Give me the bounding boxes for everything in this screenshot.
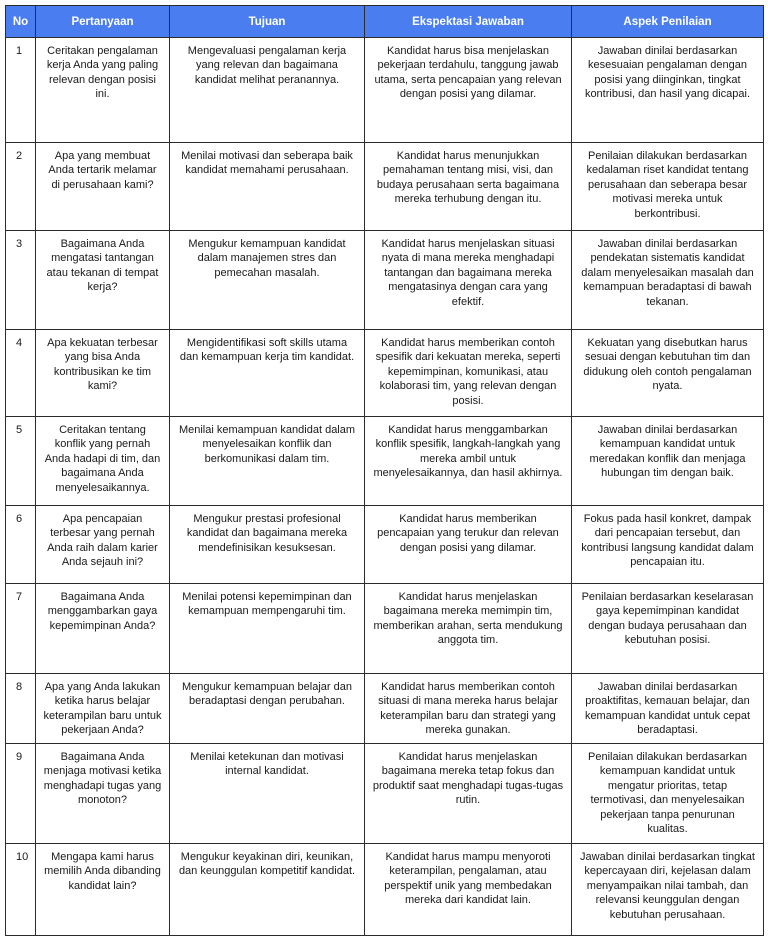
cell-no: 10 [6,844,36,936]
cell-no: 3 [6,231,36,330]
header-no: No [6,6,36,38]
header-pertanyaan: Pertanyaan [36,6,170,38]
table-row [6,744,764,844]
header-aspek-penilaian: Aspek Penilaian [572,6,764,38]
table-row [6,674,764,744]
cell-no: 4 [6,330,36,417]
cell-pertanyaan: Apa kekuatan terbesar yang bisa Anda kontribusikan ke tim kami? [36,330,170,417]
table-body [6,38,764,936]
cell-pertanyaan: Ceritakan tentang konflik yang pernah Anda hadapi di tim, dan bagaimana Anda menyelesaikannya. [36,417,170,506]
cell-tujuan: Menilai potensi kepemimpinan dan kemampuan mempengaruhi tim. [170,584,365,674]
table-row [6,844,764,936]
cell-pertanyaan: Bagaimana Anda menjaga motivasi ketika menghadapi tugas yang monoton? [36,744,170,844]
cell-pertanyaan: Apa pencapaian terbesar yang pernah Anda raih dalam karier Anda sejauh ini? [36,506,170,584]
cell-ekspektasi-jawaban: Kandidat harus menjelaskan situasi nyata di mana mereka menghadapi tantangan dan bagaimana mereka mengatasinya dengan cara yang efektif. [365,231,572,330]
cell-ekspektasi-jawaban: Kandidat harus memberikan contoh spesifik dari kekuatan mereka, seperti kepemimpinan, komunikasi, atau kolaborasi tim, yang relevan dengan posisi. [365,330,572,417]
cell-no: 1 [6,38,36,143]
cell-ekspektasi-jawaban: Kandidat harus menggambarkan konflik spesifik, langkah-langkah yang mereka ambil untuk menyelesaikannya, dan hasil akhirnya. [365,417,572,506]
table-row [6,38,764,143]
table-row [6,231,764,330]
cell-ekspektasi-jawaban: Kandidat harus menjelaskan bagaimana mereka tetap fokus dan produktif saat menghadapi tugas-tugas rutin. [365,744,572,844]
table-row [6,330,764,417]
cell-aspek-penilaian: Jawaban dinilai berdasarkan kesesuaian pengalaman dengan posisi yang diinginkan, tingkat kontribusi, dan hasil yang dicapai. [572,38,764,143]
cell-pertanyaan: Mengapa kami harus memilih Anda dibanding kandidat lain? [36,844,170,936]
cell-aspek-penilaian: Penilaian berdasarkan keselarasan gaya kepemimpinan kandidat dengan budaya perusahaan dan kebutuhan posisi. [572,584,764,674]
cell-aspek-penilaian: Jawaban dinilai berdasarkan kemampuan kandidat untuk meredakan konflik dan menjaga hubungan tim dengan baik. [572,417,764,506]
cell-aspek-penilaian: Penilaian dilakukan berdasarkan kemampuan kandidat untuk mengatur prioritas, tetap termotivasi, dan menyelesaikan pekerjaan tanpa penurunan kualitas. [572,744,764,844]
cell-tujuan: Mengidentifikasi soft skills utama dan kemampuan kerja tim kandidat. [170,330,365,417]
cell-no: 6 [6,506,36,584]
cell-ekspektasi-jawaban: Kandidat harus memberikan pencapaian yang terukur dan relevan dengan posisi yang dilamar. [365,506,572,584]
cell-pertanyaan: Bagaimana Anda mengatasi tantangan atau tekanan di tempat kerja? [36,231,170,330]
cell-ekspektasi-jawaban: Kandidat harus menjelaskan bagaimana mereka memimpin tim, memberikan arahan, serta mendukung anggota tim. [365,584,572,674]
cell-pertanyaan: Ceritakan pengalaman kerja Anda yang paling relevan dengan posisi ini. [36,38,170,143]
cell-aspek-penilaian: Penilaian dilakukan berdasarkan kedalaman riset kandidat tentang perusahaan dan seberapa besar motivasi mereka untuk berkontribusi. [572,143,764,231]
cell-aspek-penilaian: Kekuatan yang disebutkan harus sesuai dengan kebutuhan tim dan didukung oleh contoh pengalaman nyata. [572,330,764,417]
table-row [6,506,764,584]
table-row [6,143,764,231]
header-tujuan: Tujuan [170,6,365,38]
cell-aspek-penilaian: Fokus pada hasil konkret, dampak dari pencapaian tersebut, dan kontribusi langsung kandidat dalam pencapaian itu. [572,506,764,584]
cell-aspek-penilaian: Jawaban dinilai berdasarkan tingkat kepercayaan diri, kejelasan dalam menyampaikan nilai tambah, dan relevansi keunggulan dengan kebutuhan perusahaan. [572,844,764,936]
cell-tujuan: Mengukur kemampuan kandidat dalam manajemen stres dan pemecahan masalah. [170,231,365,330]
cell-no: 7 [6,584,36,674]
cell-pertanyaan: Bagaimana Anda menggambarkan gaya kepemimpinan Anda? [36,584,170,674]
cell-ekspektasi-jawaban: Kandidat harus memberikan contoh situasi di mana mereka harus belajar keterampilan baru dan strategi yang mereka gunakan. [365,674,572,744]
cell-no: 8 [6,674,36,744]
table-row [6,417,764,506]
cell-tujuan: Menilai motivasi dan seberapa baik kandidat memahami perusahaan. [170,143,365,231]
cell-no: 9 [6,744,36,844]
cell-ekspektasi-jawaban: Kandidat harus menunjukkan pemahaman tentang misi, visi, dan budaya perusahaan serta bagaimana mereka terhubung dengan itu. [365,143,572,231]
cell-ekspektasi-jawaban: Kandidat harus mampu menyoroti keterampilan, pengalaman, atau perspektif unik yang membedakan mereka dari kandidat lain. [365,844,572,936]
cell-tujuan: Mengukur kemampuan belajar dan beradaptasi dengan perubahan. [170,674,365,744]
cell-pertanyaan: Apa yang membuat Anda tertarik melamar di perusahaan kami? [36,143,170,231]
cell-aspek-penilaian: Jawaban dinilai berdasarkan pendekatan sistematis kandidat dalam menyelesaikan masalah dan kemampuan beradaptasi di bawah tekanan. [572,231,764,330]
cell-tujuan: Mengukur prestasi profesional kandidat dan bagaimana mereka mendefinisikan kesuksesan. [170,506,365,584]
cell-ekspektasi-jawaban: Kandidat harus bisa menjelaskan pekerjaan terdahulu, tanggung jawab utama, serta pencapaian yang relevan dengan posisi yang dilamar. [365,38,572,143]
interview-questions-table [5,5,764,936]
table-header-row [6,6,764,38]
cell-pertanyaan: Apa yang Anda lakukan ketika harus belajar keterampilan baru untuk pekerjaan Anda? [36,674,170,744]
cell-tujuan: Mengukur keyakinan diri, keunikan, dan keunggulan kompetitif kandidat. [170,844,365,936]
cell-no: 5 [6,417,36,506]
cell-no: 2 [6,143,36,231]
header-ekspektasi-jawaban: Ekspektasi Jawaban [365,6,572,38]
table-row [6,584,764,674]
cell-tujuan: Menilai ketekunan dan motivasi internal kandidat. [170,744,365,844]
cell-aspek-penilaian: Jawaban dinilai berdasarkan proaktifitas, kemauan belajar, dan kemampuan kandidat untuk cepat beradaptasi. [572,674,764,744]
cell-tujuan: Mengevaluasi pengalaman kerja yang relevan dan bagaimana kandidat melihat peranannya. [170,38,365,143]
cell-tujuan: Menilai kemampuan kandidat dalam menyelesaikan konflik dan berkomunikasi dalam tim. [170,417,365,506]
